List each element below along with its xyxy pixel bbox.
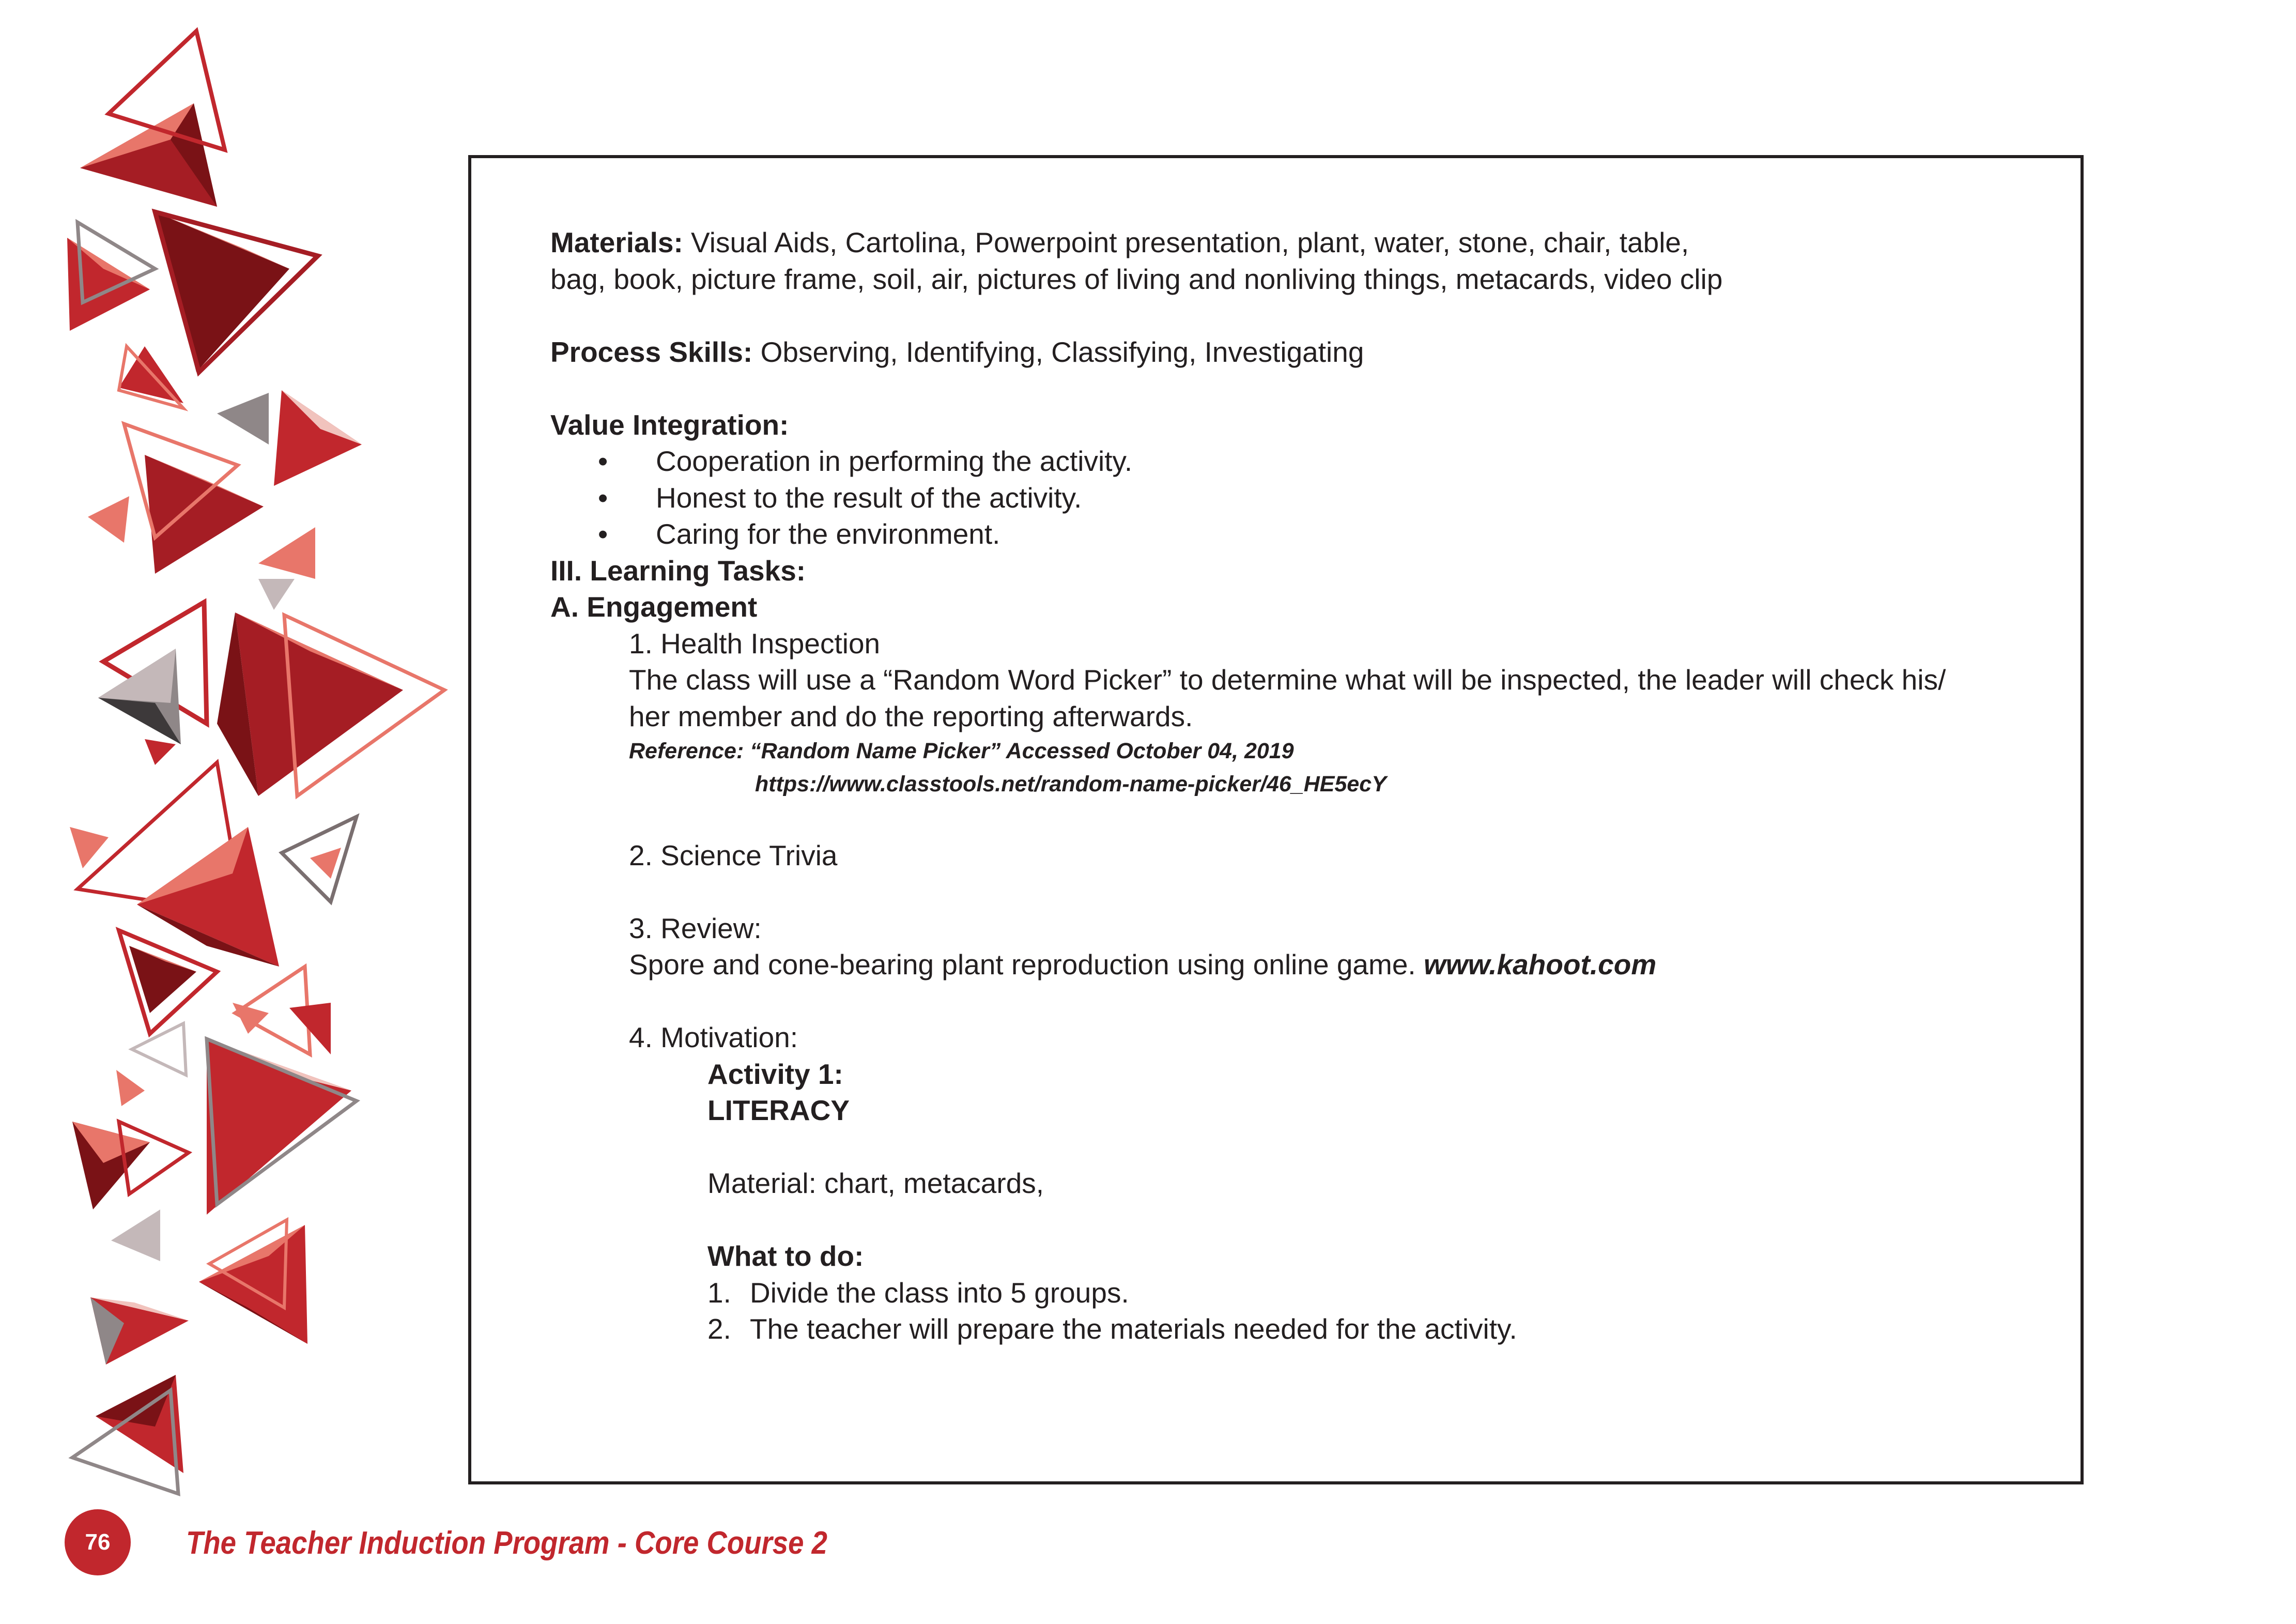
bullet-icon: • [598,481,608,514]
engagement-heading: A. Engagement [550,591,758,623]
step-number: 1. [707,1276,731,1309]
red-triangles-decoration [0,0,455,1624]
value-item-text: Cooperation in performing the activity. [656,445,1133,477]
process-skills [550,334,2049,371]
activity-label: Activity 1: [707,1058,843,1090]
bullet-icon: • [598,445,608,477]
reference-url: https://www.classtools.net/random-name-picker/46_HE5ecY [755,772,1386,796]
value-item-text: Honest to the result of the activity. [656,481,1082,514]
step-item [550,1311,2049,1347]
materials-line-1 [550,224,2049,261]
health-inspection-text-1: The class will use a “Random Word Picker” to determine what will be inspected, the leader will check his/ [629,664,1946,696]
review-title: 3. Review: [629,912,762,944]
step-text: Divide the class into 5 groups. [750,1276,1129,1309]
lesson-text [550,224,2049,1347]
footer-title: The Teacher Induction Program - Core Course 2 [186,1525,827,1561]
what-to-do-heading: What to do: [707,1240,864,1272]
review-text [550,946,2049,983]
value-item [550,443,2049,480]
activity-material: Material: chart, metacards, [707,1167,1044,1199]
step-text: The teacher will prepare the materials needed for the activity. [750,1313,1517,1345]
value-item [550,480,2049,516]
bullet-icon: • [598,518,608,550]
health-inspection-title: 1. Health Inspection [629,627,881,660]
motivation-title: 4. Motivation: [629,1021,798,1053]
process-skills-label: Process Skills: [550,335,753,368]
step-number: 2. [707,1313,731,1345]
value-item [550,516,2049,553]
activity-name: LITERACY [707,1094,850,1126]
value-item-text: Caring for the environment. [656,518,1000,550]
page-number-badge: 76 [65,1509,131,1575]
materials-label: Materials: [550,226,683,258]
step-item [550,1275,2049,1311]
process-skills-value: Observing, Identifying, Classifying, Investigating [760,335,1364,368]
review-description: Spore and cone-bearing plant reproduction using online game. [629,948,1416,980]
science-trivia-title: 2. Science Trivia [629,839,838,871]
learning-tasks-heading: III. Learning Tasks: [550,554,806,587]
kahoot-link[interactable]: www.kahoot.com [1424,948,1657,980]
materials-text-2: bag, book, picture frame, soil, air, pictures of living and nonliving things, metacards, video clip [550,263,1723,295]
health-inspection-text-2: her member and do the reporting afterwards. [629,700,1193,732]
value-integration-heading: Value Integration: [550,408,789,441]
materials-text-1: Visual Aids, Cartolina, Powerpoint presentation, plant, water, stone, chair, table, [691,226,1689,258]
reference-citation: Reference: “Random Name Picker” Accessed October 04, 2019 [629,739,1294,763]
content-frame [468,155,2084,1484]
